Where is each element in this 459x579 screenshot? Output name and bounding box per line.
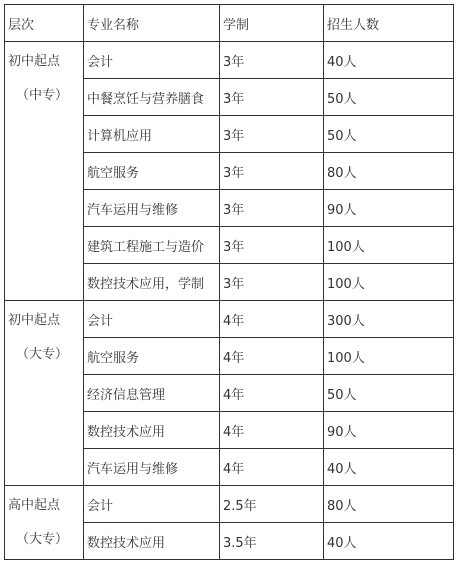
duration-cell: 3.5年 [220,523,324,560]
header-row [5,5,454,42]
major-cell: 会计 [84,301,220,338]
table-body [5,42,454,560]
enrollment-cell: 50人 [324,116,454,153]
duration-cell: 3年 [220,116,324,153]
major-cell: 汽车运用与维修 [84,190,220,227]
duration-cell: 4年 [220,412,324,449]
table-row [5,42,454,79]
level-name: 初中起点 [8,313,61,328]
enrollment-cell: 80人 [324,153,454,190]
major-cell: 会计 [84,42,220,79]
enrollment-cell: 90人 [324,412,454,449]
level-cell [5,486,84,560]
enrollment-table-container [4,4,453,560]
enrollment-cell: 300人 [324,301,454,338]
enrollment-cell: 80人 [324,486,454,523]
duration-cell: 4年 [220,375,324,412]
level-cell [5,42,84,301]
major-cell: 建筑工程施工与造价 [84,227,220,264]
major-cell: 数控技术应用 [84,412,220,449]
level-name: 高中起点 [8,498,61,513]
header-major: 专业名称 [84,5,220,42]
duration-cell: 4年 [220,338,324,375]
major-cell: 经济信息管理 [84,375,220,412]
enrollment-cell: 100人 [324,338,454,375]
level-type: （中专） [16,87,69,103]
enrollment-cell: 90人 [324,190,454,227]
level-type: （大专） [16,531,69,547]
table-row [5,301,454,338]
duration-cell: 2.5年 [220,486,324,523]
major-cell: 航空服务 [84,153,220,190]
header-level: 层次 [5,5,84,42]
enrollment-cell: 100人 [324,264,454,301]
level-cell [5,301,84,486]
major-cell: 汽车运用与维修 [84,449,220,486]
enrollment-cell: 100人 [324,227,454,264]
major-cell: 计算机应用 [84,116,220,153]
table-row [5,486,454,523]
header-duration: 学制 [220,5,324,42]
enrollment-cell: 40人 [324,42,454,79]
enrollment-table [4,4,454,560]
duration-cell: 3年 [220,42,324,79]
duration-cell: 3年 [220,264,324,301]
major-cell: 数控技术应用 [84,523,220,560]
duration-cell: 4年 [220,449,324,486]
enrollment-cell: 40人 [324,523,454,560]
header-enrollment: 招生人数 [324,5,454,42]
enrollment-cell: 40人 [324,449,454,486]
duration-cell: 3年 [220,153,324,190]
major-cell: 航空服务 [84,338,220,375]
level-name: 初中起点 [8,54,61,69]
level-type: （大专） [16,346,69,362]
duration-cell: 3年 [220,227,324,264]
enrollment-cell: 50人 [324,79,454,116]
enrollment-cell: 50人 [324,375,454,412]
duration-cell: 3年 [220,79,324,116]
duration-cell: 3年 [220,190,324,227]
table-header [5,5,454,42]
duration-cell: 4年 [220,301,324,338]
major-cell: 中餐烹饪与营养膳食 [84,79,220,116]
major-cell: 会计 [84,486,220,523]
major-cell: 数控技术应用，学制 [84,264,220,301]
